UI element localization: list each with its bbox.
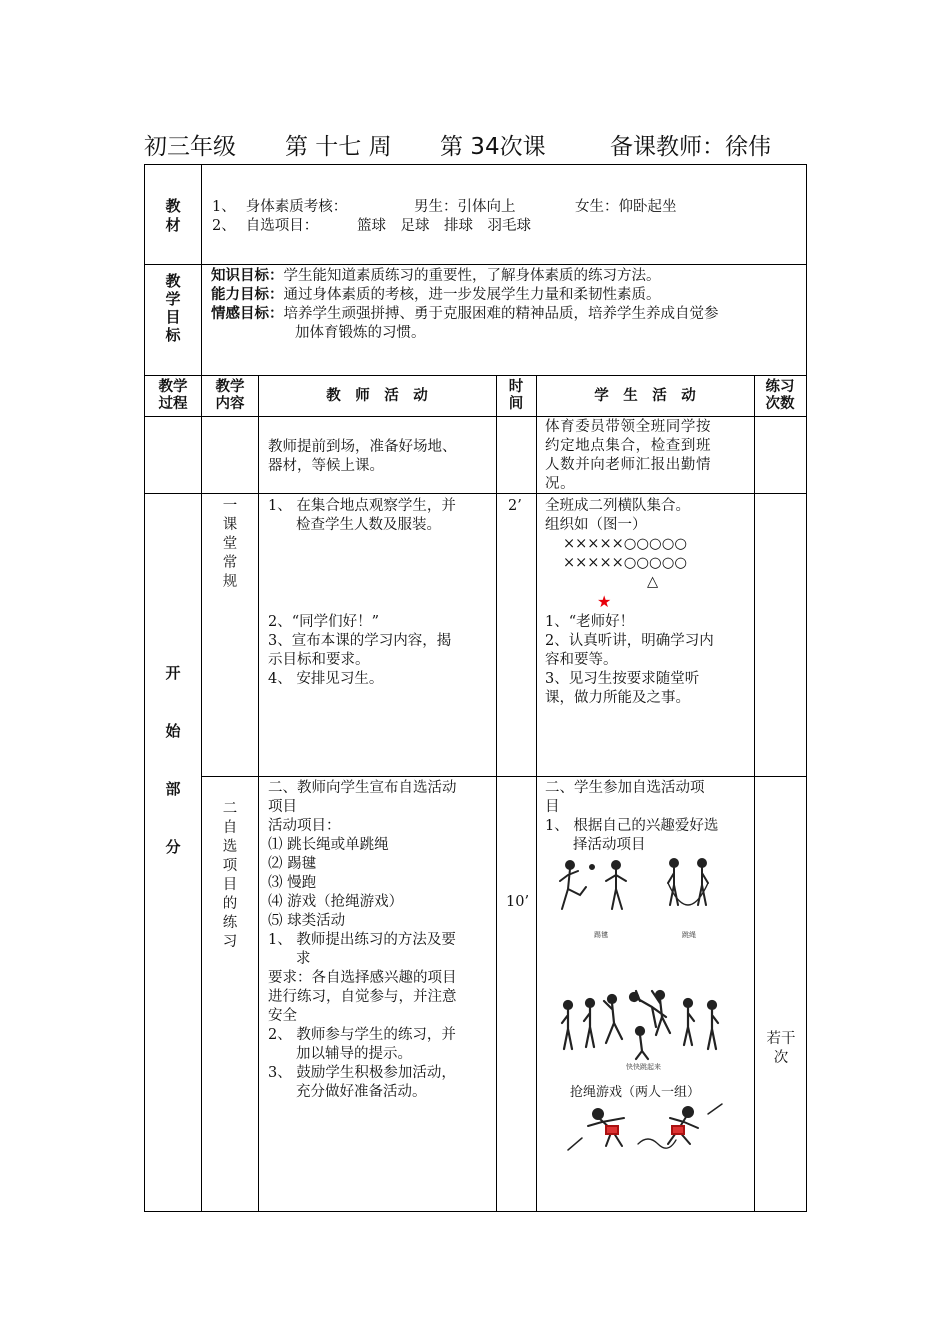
row2-time: 10’ bbox=[506, 894, 530, 910]
row1-student: 全班成二列横队集合。 组织如（图一） ×××××○○○○○ ×××××○○○○○ △ ★ bbox=[545, 497, 751, 611]
row2-reps: 若干 次 bbox=[766, 1031, 796, 1066]
col-time: 时 间 bbox=[508, 379, 524, 412]
goals-text: 知识目标：学生能知道素质练习的重要性，了解身体素质的练习方法。 能力目标：通过身体素质的考核，进一步发展学生力量和柔韧性素质。 情感目标：培养学生顽强拼搏、勇于克服困难的精神品质，培养学生养成自觉参 加体育锻炼的习惯。 bbox=[211, 268, 719, 341]
star-icon: ★ bbox=[597, 592, 612, 611]
col-reps: 练习 次数 bbox=[765, 379, 795, 412]
section-start-label: 开 始 部 分 bbox=[165, 664, 181, 856]
shuttlecock-caption: 踢毽 bbox=[594, 931, 608, 939]
row1-student-b: 1、“老师好！ 2、认真听讲，明确学习内 容和要等。 3、见习生按要求随堂听 课，做力所能及之事。 bbox=[545, 614, 714, 706]
col-content: 教学 内容 bbox=[215, 379, 245, 412]
col-process: 教学 过程 bbox=[158, 379, 188, 412]
row0-teacher: 教师提前到场，准备好场地、 器材，等候上课。 bbox=[268, 439, 457, 474]
material-items: 篮球 足球 排球 羽毛球 bbox=[357, 218, 531, 234]
jumping-illustration bbox=[556, 987, 736, 1073]
teacher-triangle: △ bbox=[647, 574, 659, 590]
shuttlecock-rope-illustration bbox=[556, 855, 736, 941]
row0-student: 体育委员带领全班同学按 约定地点集合，检查到班 人数并向老师汇报出勤情 况。 bbox=[545, 419, 712, 492]
material-line-1: 1、 身体素质考核： 男生：引体向上 女生：仰卧起坐 bbox=[212, 199, 677, 215]
row1-time: 2’ bbox=[508, 498, 522, 514]
formation-row-2: ×××××○○○○○ bbox=[563, 555, 688, 571]
game-caption: 抢绳游戏（两人一组） bbox=[570, 1085, 701, 1100]
week-label: 第 十七 周 bbox=[285, 134, 392, 160]
goals-label: 教 学 目 标 bbox=[165, 272, 181, 344]
col-student: 学 生 活 动 bbox=[594, 388, 696, 404]
page-title bbox=[144, 128, 824, 160]
formation-row-1: ×××××○○○○○ bbox=[563, 536, 688, 552]
col-teacher: 教 师 活 动 bbox=[326, 388, 428, 404]
row2-student: 二、学生参加自选活动项 目 1、 根据自己的兴趣爱好选 择活动项目 bbox=[545, 780, 719, 853]
row1-teacher: 1、 在集合地点观察学生，并 检查学生人数及服装。 bbox=[268, 498, 456, 533]
lesson-label: 第 34次课 bbox=[440, 134, 546, 160]
row2-content: 二 自 选 项 目 的 练 习 bbox=[222, 801, 238, 950]
jump-caption: 快快跳起来 bbox=[626, 1063, 661, 1071]
row2-teacher: 二、教师向学生宣布自选活动 项目 活动项目： ⑴ 跳长绳或单跳绳 ⑵ 踢毽 ⑶ 慢跑 ⑷ 游戏（抢绳游戏） ⑸ 球类活动 1、 教师提出练习的方法及要 求 要求：各自选择感兴趣的项目 进行练习，自觉参与，并注意 安全 2、 教师参与学生的练习，并 加以辅导的提示。 3、 鼓励学生积极参加活动， 充分做好准备活动。 bbox=[268, 780, 457, 1100]
grade-label: 初三年级 bbox=[144, 134, 236, 160]
material-label: 教 材 bbox=[165, 197, 181, 234]
material-line-2: 2、 自选项目： 篮球 足球 排球 羽毛球 bbox=[212, 218, 531, 234]
material-female: 女生：仰卧起坐 bbox=[575, 199, 677, 215]
material-male: 男生：引体向上 bbox=[414, 199, 516, 215]
row1-content: 一 课 堂 常 规 bbox=[222, 498, 238, 590]
row1-teacher-b: 2、“同学们好！” 3、宣布本课的学习内容，揭 示目标和要求。 4、 安排见习生。 bbox=[268, 614, 452, 687]
rope-game-illustration bbox=[558, 1100, 734, 1162]
rope-caption: 跳绳 bbox=[682, 931, 696, 939]
teacher-label: 备课教师：徐伟 bbox=[610, 134, 771, 160]
